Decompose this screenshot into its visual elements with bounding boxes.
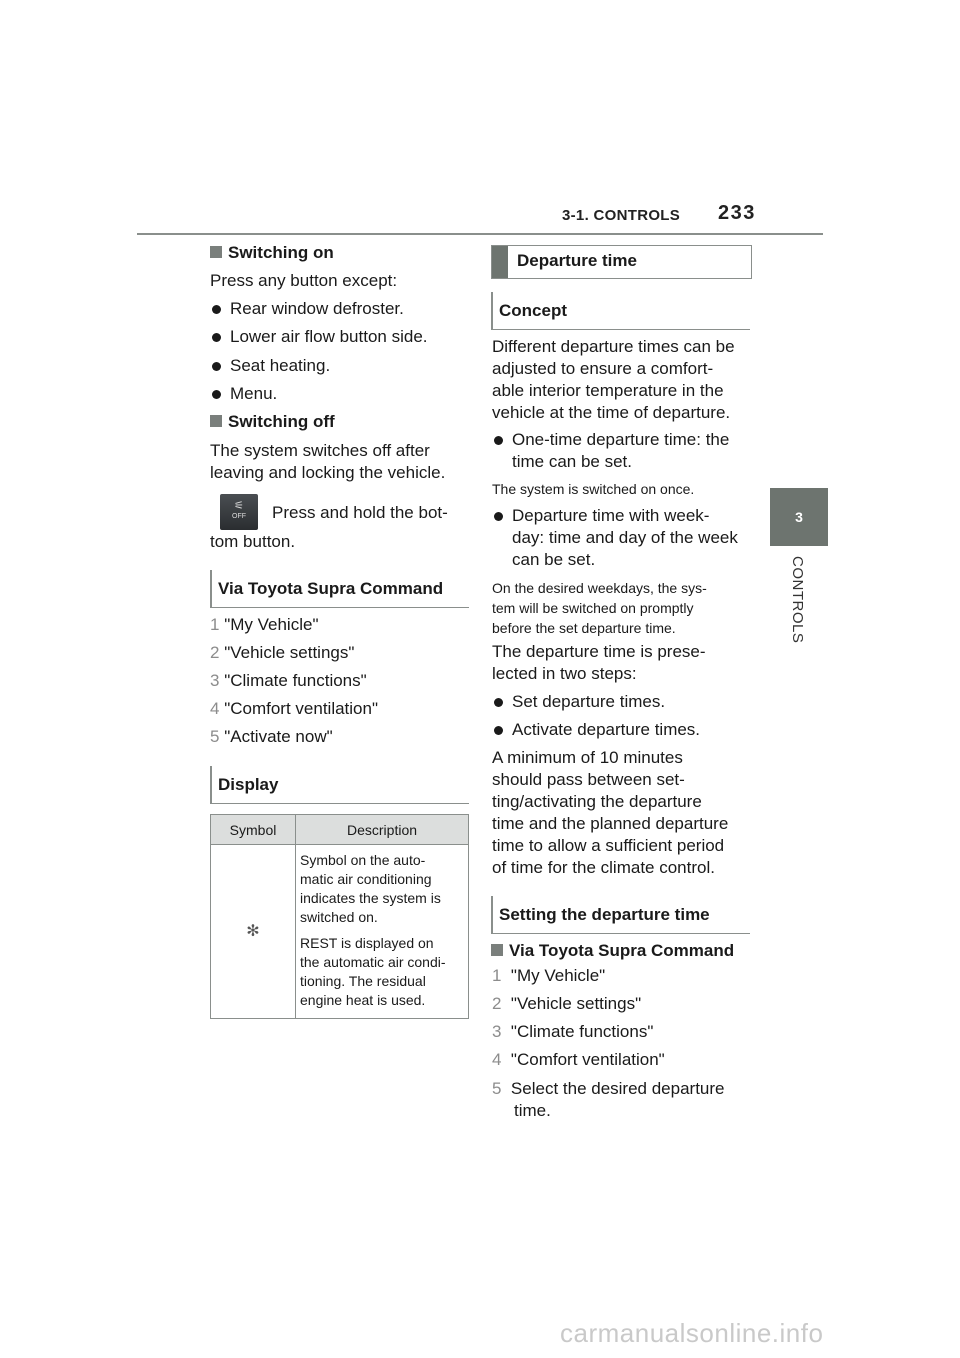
section-title: 3-1. CONTROLS [562, 207, 681, 224]
preselect-text: The departure time is prese- lected in two steps: [492, 642, 706, 683]
bullet-icon [494, 436, 503, 445]
step-1: 1 "My Vehicle" [492, 966, 606, 985]
bullet-icon [212, 305, 221, 314]
step-2: 2 "Vehicle settings" [210, 643, 355, 662]
press-any-text: Press any button except: [210, 271, 398, 290]
page-number: 233 [718, 202, 756, 224]
step-5-cont: time. [514, 1101, 551, 1120]
bullet-icon [212, 362, 221, 371]
square-bullet-icon [210, 246, 222, 258]
step-5: 5 Select the desired departure [492, 1079, 725, 1098]
chapter-tab-label: CONTROLS [789, 556, 806, 644]
step-3: 3 "Climate functions" [210, 671, 367, 690]
press-hold-text-cont: tom button. [210, 532, 296, 551]
bullet-icon [212, 333, 221, 342]
watermark: carmanualsonline.info [560, 1318, 824, 1348]
description-cell: Symbol on the auto- matic air conditioning indicates the system is switched on. REST is displayed on the automatic air condi- tioning. The residual engine heat is used. [296, 845, 469, 1019]
minimum-text: A minimum of 10 minutes should pass between set- ting/activating the departure time and the planned departure time to allow a sufficient period of time for the climate control. [492, 748, 729, 877]
departure-time-heading: Departure time [491, 245, 752, 279]
square-bullet-icon [210, 415, 222, 427]
note-once: The system is switched on once. [492, 481, 695, 497]
step-4: 4 "Comfort ventilation" [492, 1050, 665, 1069]
fan-icon: ✻ [246, 923, 260, 940]
off-button-icon: ⚟ OFF [220, 494, 258, 530]
step-3: 3 "Climate functions" [492, 1022, 654, 1041]
step-2: 2 "Vehicle settings" [492, 994, 642, 1013]
concept-text: Different departure times can be adjusted to ensure a comfort- able interior temperature in the vehicle at the time of departure. [492, 337, 735, 422]
setting-heading: Setting the departure time [491, 896, 750, 934]
press-hold-text: Press and hold the bot- [272, 503, 448, 522]
concept-heading: Concept [491, 292, 750, 330]
switches-off-text: The system switches off after leaving and locking the vehicle. [210, 441, 446, 482]
note-weekdays: On the desired weekdays, the sys- tem will be switched on promptly before the set departure time. [492, 580, 707, 636]
square-bullet-icon [491, 944, 503, 956]
bullet-icon [494, 512, 503, 521]
step-5: 5 "Activate now" [210, 727, 333, 746]
switching-on-title: Switching on [210, 242, 334, 264]
table-row [211, 845, 469, 1019]
step-1: 1 "My Vehicle" [210, 615, 319, 634]
bullet-icon [494, 698, 503, 707]
header-rule [137, 233, 823, 235]
chapter-tab: 3 [770, 488, 828, 546]
via-command-title: Via Toyota Supra Command [491, 940, 734, 962]
col-symbol: Symbol [211, 815, 296, 845]
step-4: 4 "Comfort ventilation" [210, 699, 378, 718]
col-description: Description [296, 815, 469, 845]
symbol-cell [211, 845, 296, 1019]
via-command-heading: Via Toyota Supra Command [210, 570, 469, 608]
bullet-icon [212, 390, 221, 399]
switching-off-title: Switching off [210, 411, 335, 433]
bullet-icon [494, 726, 503, 735]
symbol-table [210, 814, 469, 1019]
display-heading: Display [210, 766, 469, 804]
